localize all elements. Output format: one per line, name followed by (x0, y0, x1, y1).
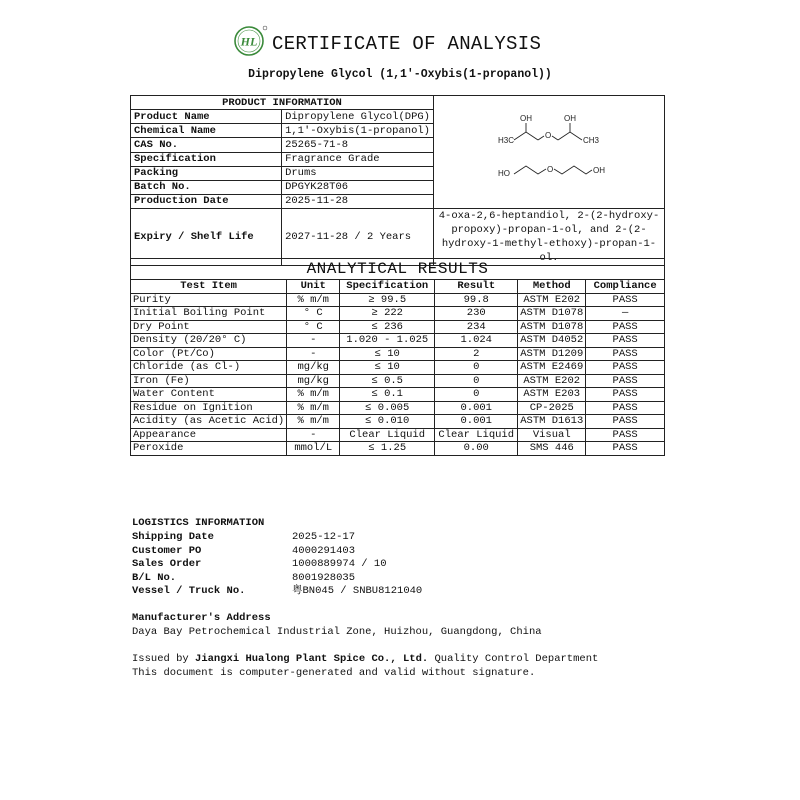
structure-label-h3c: H3C (498, 136, 515, 145)
result-result: 0 (435, 374, 518, 388)
info-value: DPGYK28T06 (282, 180, 434, 194)
results-header-row (131, 280, 665, 294)
result-result: Clear Liquid (435, 428, 518, 442)
result-result: 99.8 (435, 293, 518, 307)
logistics-label: B/L No. (132, 571, 177, 584)
result-specification: ≤ 0.5 (340, 374, 435, 388)
result-unit: % m/m (287, 388, 340, 402)
manufacturer-address: Daya Bay Petrochemical Industrial Zone, Huizhou, Guangdong, China (132, 626, 542, 638)
logo-letters: HL (240, 34, 258, 49)
result-test-item: Chloride (as Cl-) (131, 361, 287, 375)
result-method: ASTM E202 (518, 374, 586, 388)
info-label: Packing (131, 166, 282, 180)
result-result: 0.001 (435, 415, 518, 429)
logistics-label: Customer PO (132, 544, 202, 557)
result-compliance: PASS (586, 361, 665, 375)
result-test-item: Acidity (as Acetic Acid) (131, 415, 287, 429)
col-result: Result (435, 280, 518, 294)
info-value: 25265-71-8 (282, 138, 434, 152)
result-compliance: — (586, 307, 665, 321)
result-unit: % m/m (287, 415, 340, 429)
result-test-item: Density (20/20° C) (131, 334, 287, 348)
result-compliance: PASS (586, 388, 665, 402)
logistics-label: Vessel / Truck No. (132, 585, 246, 597)
result-specification: Clear Liquid (340, 428, 435, 442)
col-unit: Unit (287, 280, 340, 294)
info-value: Dipropylene Glycol(DPG) (282, 110, 434, 124)
result-unit: mg/kg (287, 361, 340, 375)
result-specification: ≥ 222 (340, 307, 435, 321)
structure-label-o-2: O (547, 165, 554, 174)
result-compliance: PASS (586, 334, 665, 348)
info-label: Chemical Name (131, 124, 282, 138)
expiry-label: Expiry / Shelf Life (131, 209, 282, 266)
structure-label-oh-1: OH (520, 114, 532, 123)
result-method: Visual (518, 428, 586, 442)
result-method: ASTM D1209 (518, 347, 586, 361)
logistics-label: Sales Order (132, 558, 202, 570)
result-specification: ≥ 99.5 (340, 293, 435, 307)
issuer-company: Jiangxi Hualong Plant Spice Co., Ltd. (195, 653, 429, 665)
info-row-expiry (131, 209, 665, 266)
result-specification: ≤ 10 (340, 361, 435, 375)
logistics-value: 2025-12-17 (292, 531, 356, 543)
info-label: Specification (131, 152, 282, 166)
logistics-value: 粤BN045 / SNBU8121040 (292, 585, 423, 597)
result-specification: ≤ 0.005 (340, 401, 435, 415)
result-unit: % m/m (287, 293, 340, 307)
result-specification: ≤ 236 (340, 320, 435, 334)
results-row (131, 293, 665, 307)
analytical-results-table (130, 258, 665, 456)
result-unit: % m/m (287, 401, 340, 415)
info-value: 2025-11-28 (282, 194, 434, 208)
results-row (131, 401, 665, 415)
manufacturer-heading: Manufacturer's Address (132, 612, 271, 624)
logistics-heading: LOGISTICS INFORMATION (132, 517, 265, 529)
result-result: 230 (435, 307, 518, 321)
result-method: CP-2025 (518, 401, 586, 415)
document-note: This document is computer-generated and valid without signature. (132, 667, 536, 679)
result-unit: mg/kg (287, 374, 340, 388)
document-subtitle: Dipropylene Glycol (1,1′-Oxybis(1-propanol)) (248, 68, 552, 81)
results-heading: ANALYTICAL RESULTS (131, 259, 665, 280)
result-result: 0.00 (435, 442, 518, 456)
result-unit: - (287, 347, 340, 361)
result-unit: - (287, 334, 340, 348)
result-unit: mmol/L (287, 442, 340, 456)
info-label: Batch No. (131, 180, 282, 194)
result-compliance: PASS (586, 374, 665, 388)
result-specification: ≤ 0.1 (340, 388, 435, 402)
result-specification: 1.020 - 1.025 (340, 334, 435, 348)
product-info-heading: PRODUCT INFORMATION (131, 96, 434, 110)
document-title: CERTIFICATE OF ANALYSIS (272, 33, 542, 55)
result-test-item: Color (Pt/Co) (131, 347, 287, 361)
result-compliance: PASS (586, 415, 665, 429)
results-row (131, 428, 665, 442)
result-test-item: Initial Boiling Point (131, 307, 287, 321)
result-specification: ≤ 1.25 (340, 442, 435, 456)
result-result: 0 (435, 361, 518, 375)
result-test-item: Iron (Fe) (131, 374, 287, 388)
results-row (131, 415, 665, 429)
result-test-item: Dry Point (131, 320, 287, 334)
product-info-table (130, 95, 665, 266)
results-row (131, 320, 665, 334)
structure-cell (434, 96, 665, 209)
chemical-structure-image (434, 96, 664, 204)
result-compliance: PASS (586, 347, 665, 361)
result-method: ASTM D1078 (518, 307, 586, 321)
logistics-label: Shipping Date (132, 531, 214, 543)
result-compliance: PASS (586, 320, 665, 334)
result-result: 0 (435, 388, 518, 402)
info-label: Product Name (131, 110, 282, 124)
result-compliance: PASS (586, 401, 665, 415)
col-method: Method (518, 280, 586, 294)
results-row (131, 361, 665, 375)
result-unit: ° C (287, 320, 340, 334)
result-method: ASTM E202 (518, 293, 586, 307)
result-unit: ° C (287, 307, 340, 321)
result-compliance: PASS (586, 428, 665, 442)
result-method: ASTM D1613 (518, 415, 586, 429)
structure-label-oh-3: OH (593, 166, 605, 175)
results-row (131, 388, 665, 402)
info-label: CAS No. (131, 138, 282, 152)
result-method: ASTM E2469 (518, 361, 586, 375)
result-compliance: PASS (586, 442, 665, 456)
col-specification: Specification (340, 280, 435, 294)
results-row (131, 374, 665, 388)
structure-label-ch3: CH3 (583, 136, 600, 145)
issuer-department: Quality Control Department (434, 653, 599, 665)
result-test-item: Water Content (131, 388, 287, 402)
logistics-value: 1000889974 / 10 (292, 558, 387, 570)
structure-label-o-1: O (545, 131, 552, 140)
result-method: SMS 446 (518, 442, 586, 456)
result-result: 1.024 (435, 334, 518, 348)
result-test-item: Purity (131, 293, 287, 307)
company-logo (233, 25, 269, 57)
issued-by-line (132, 653, 598, 665)
info-label: Production Date (131, 194, 282, 208)
result-method: ASTM D4052 (518, 334, 586, 348)
results-row (131, 347, 665, 361)
issued-prefix: Issued by (132, 653, 189, 665)
expiry-value: 2027-11-28 / 2 Years (282, 209, 434, 266)
isomers-description: 4-oxa-2,6-heptandiol, 2-(2-hydroxy-propoxy)-propan-1-ol, and 2-(2-hydroxy-1-methyl-ethoxy)-propan-1-ol. (434, 209, 665, 266)
info-value: Fragrance Grade (282, 152, 434, 166)
results-row (131, 307, 665, 321)
result-result: 2 (435, 347, 518, 361)
result-test-item: Peroxide (131, 442, 287, 456)
result-compliance: PASS (586, 293, 665, 307)
result-unit: - (287, 428, 340, 442)
results-row (131, 442, 665, 456)
result-test-item: Appearance (131, 428, 287, 442)
result-specification: ≤ 10 (340, 347, 435, 361)
result-specification: ≤ 0.010 (340, 415, 435, 429)
result-result: 234 (435, 320, 518, 334)
result-test-item: Residue on Ignition (131, 401, 287, 415)
logistics-value: 8001928035 (292, 571, 356, 584)
col-test-item: Test Item (131, 280, 287, 294)
logistics-value: 4000291403 (292, 544, 356, 557)
col-compliance: Compliance (586, 280, 665, 294)
result-method: ASTM E203 (518, 388, 586, 402)
structure-label-oh-2: OH (564, 114, 576, 123)
structure-label-ho: HO (498, 169, 510, 178)
results-row (131, 334, 665, 348)
info-value: Drums (282, 166, 434, 180)
result-method: ASTM D1078 (518, 320, 586, 334)
info-value: 1,1′-Oxybis(1-propanol) (282, 124, 434, 138)
result-result: 0.001 (435, 401, 518, 415)
